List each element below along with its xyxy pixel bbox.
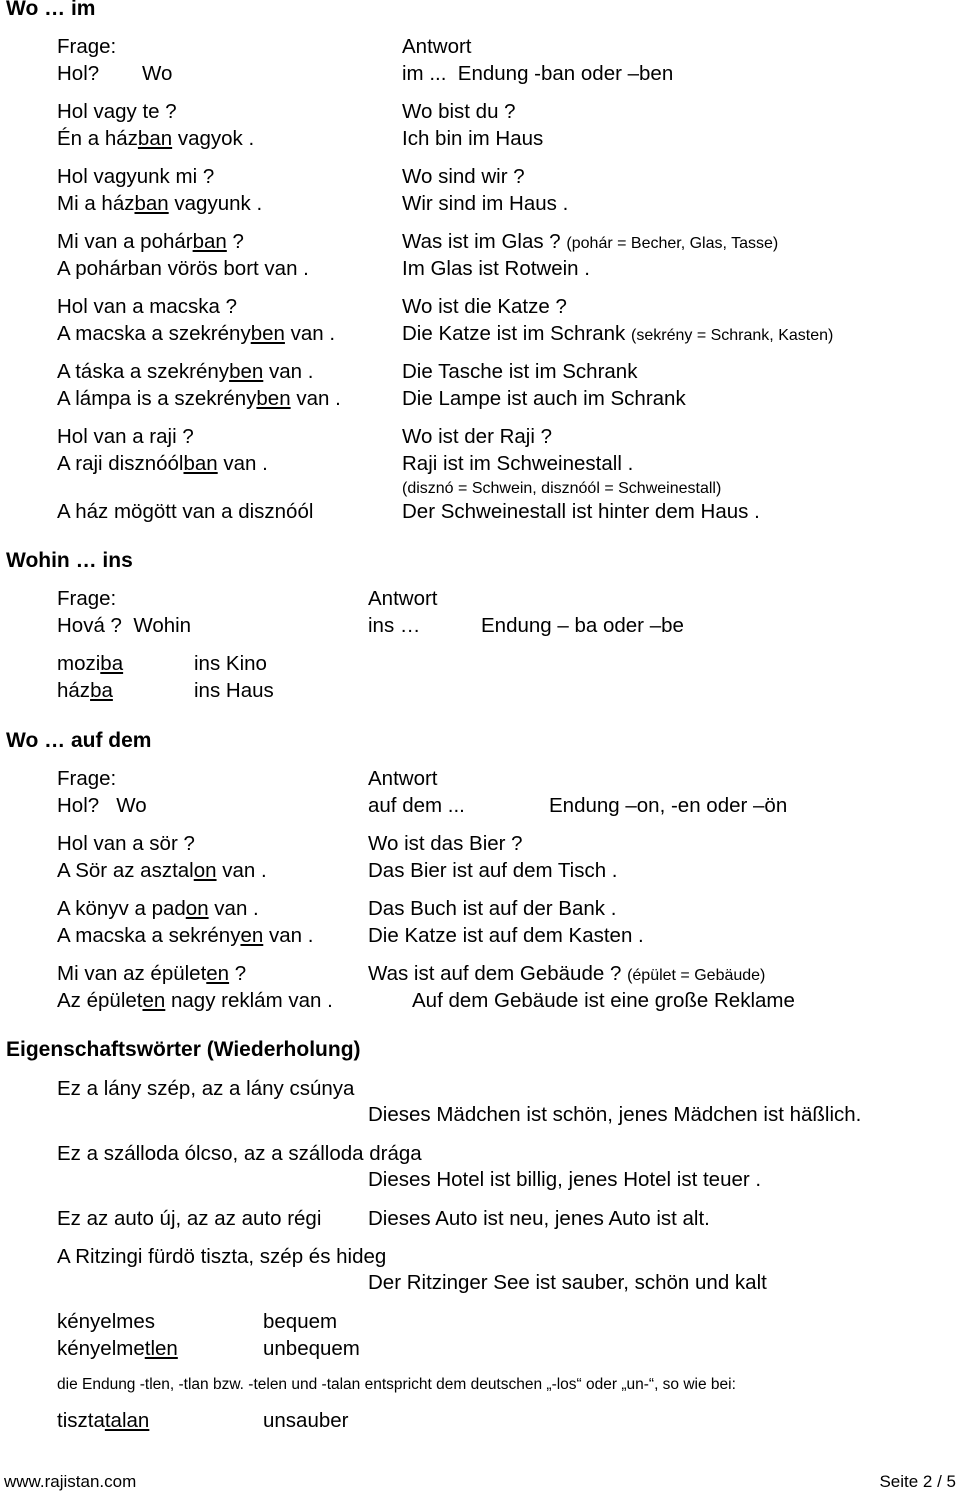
hu-line: Hol vagyunk mi ? [57,165,215,188]
de-line: Was ist auf dem Gebäude ? (épület = Gebäude) [368,962,766,985]
footer-website: www.rajistan.com [4,1472,137,1491]
hu-line: Hol van a sör ? [57,832,195,855]
hu-line: A Ritzingi fürdö tiszta, szép és hideg [57,1245,387,1268]
hu-line: A könyv a padon van . [57,897,259,920]
hu-line: A pohárban vörös bort van . [57,257,309,280]
suffix: en [240,924,264,947]
de-line: Im Glas ist Rotwein . [402,257,590,280]
question-hova-wohin: Hová ? Wohin [57,614,192,637]
de-line: Was ist im Glas ? (pohár = Becher, Glas, Tasse) [402,230,779,253]
de-line: Wo ist der Raji ? [402,425,553,448]
answer-rule: im ... Endung -ban oder –ben [402,62,674,85]
answer-auf-dem: auf dem ... [368,794,465,817]
de-line: Der Schweinestall ist hinter dem Haus . [402,500,760,523]
vocab-note: (disznó = Schwein, disznóól = Schweinestall) [402,480,722,497]
suffix: ben [250,322,285,345]
suffix: ba [100,652,124,675]
vocab-note: (épület = Gebäude) [627,967,766,984]
de-line: Die Lampe ist auch im Schrank [402,387,686,410]
de-line: Auf dem Gebäude ist eine große Reklame [412,989,795,1012]
frage-label: Frage: [57,35,117,58]
de-line: Das Bier ist auf dem Tisch . [368,859,618,882]
antwort-label: Antwort [402,35,472,58]
section-title-wo-auf-dem: Wo … auf dem [6,729,152,752]
hu-line: Mi van az épületen ? [57,962,247,985]
de-line: Dieses Auto ist neu, jenes Auto ist alt. [368,1207,710,1230]
section-title-wohin-ins: Wohin … ins [6,549,133,572]
question-hol-wo: Hol? Wo [57,794,147,817]
de-line: Wo sind wir ? [402,165,525,188]
hu-line: Az épületen nagy reklám van . [57,989,333,1012]
de-line: Die Katze ist im Schrank (sekrény = Schrank, Kasten) [402,322,834,345]
suffix: ben [229,360,264,383]
hu-line: A ház mögött van a disznóól [57,500,314,523]
hu-line: A Sör az asztalon van . [57,859,267,882]
vocab-note: (sekrény = Schrank, Kasten) [631,327,834,344]
hu-word: moziba [57,652,124,675]
hu-word: tisztatalan [57,1409,150,1432]
suffix: tlen [144,1337,178,1360]
de-line: Wo bist du ? [402,100,516,123]
suffix: on [185,897,209,920]
de-line: Wo ist das Bier ? [368,832,523,855]
suffix: ban [192,230,227,253]
de-line: Wo ist die Katze ? [402,295,567,318]
hu-line: A lámpa is a szekrényben van . [57,387,341,410]
de-line: Raji ist im Schweinestall . [402,452,634,475]
answer-rule: Endung –on, -en oder –ön [549,794,788,817]
de-word: unbequem [263,1337,360,1360]
de-word: ins Haus [194,679,274,702]
suffix: on [193,859,217,882]
de-line: Dieses Mädchen ist schön, jenes Mädchen ist häßlich. [368,1103,862,1126]
suffix: en [206,962,230,985]
de-line: Dieses Hotel ist billig, jenes Hotel ist teuer . [368,1168,762,1191]
answer-rule: Endung – ba oder –be [481,614,684,637]
hu-line: Ez a szálloda ólcso, az a szálloda drága [57,1142,422,1165]
hu-line: Hol vagy te ? [57,100,177,123]
de-line: Der Ritzinger See ist sauber, schön und kalt [368,1271,767,1294]
de-line: Die Tasche ist im Schrank [402,360,638,383]
suffix: talan [104,1409,150,1432]
frage-label: Frage: [57,767,117,790]
frage-label: Frage: [57,587,117,610]
question-hol: Hol? [57,62,100,85]
suffix: ba [90,679,113,702]
antwort-label: Antwort [368,587,438,610]
hu-word: kényelmetlen [57,1337,178,1360]
hu-word: házba [57,679,113,702]
vocab-note: (pohár = Becher, Glas, Tasse) [566,235,779,252]
hu-line: Hol van a raji ? [57,425,194,448]
hu-line: A macska a sekrényen van . [57,924,314,947]
hu-word: kényelmes [57,1310,155,1333]
grammar-note: die Endung -tlen, -tlan bzw. -telen und -talan entspricht dem deutschen „-los“ oder „un-“, so wie bei: [57,1376,736,1393]
hu-line: A raji disznóólban van . [57,452,268,475]
de-line: Ich bin im Haus [402,127,544,150]
de-line: Die Katze ist auf dem Kasten . [368,924,644,947]
de-line: Wir sind im Haus . [402,192,569,215]
hu-line: Hol van a macska ? [57,295,238,318]
suffix: ban [137,127,173,150]
suffix: ben [256,387,291,410]
hu-line: Mi a házban vagyunk . [57,192,263,215]
question-wo: Wo [142,62,173,85]
hu-line: Ez a lány szép, az a lány csúnya [57,1077,355,1100]
de-word: ins Kino [194,652,267,675]
suffix: ban [183,452,218,475]
de-word: bequem [263,1310,338,1333]
de-word: unsauber [263,1409,349,1432]
hu-line: Mi van a pohárban ? [57,230,244,253]
answer-ins: ins … [368,614,421,637]
de-line: Das Buch ist auf der Bank . [368,897,617,920]
section-title-wo-im: Wo … im [6,0,96,20]
suffix: en [142,989,166,1012]
antwort-label: Antwort [368,767,438,790]
footer-page-number: Seite 2 / 5 [879,1472,956,1491]
hu-line: A táska a szekrényben van . [57,360,314,383]
hu-line: Ez az auto új, az az auto régi [57,1207,322,1230]
hu-line: A macska a szekrényben van . [57,322,336,345]
suffix: ban [134,192,169,215]
section-title-eigenschaftswoerter: Eigenschaftswörter (Wiederholung) [6,1038,361,1061]
hu-line: Én a házban vagyok . [57,127,255,150]
